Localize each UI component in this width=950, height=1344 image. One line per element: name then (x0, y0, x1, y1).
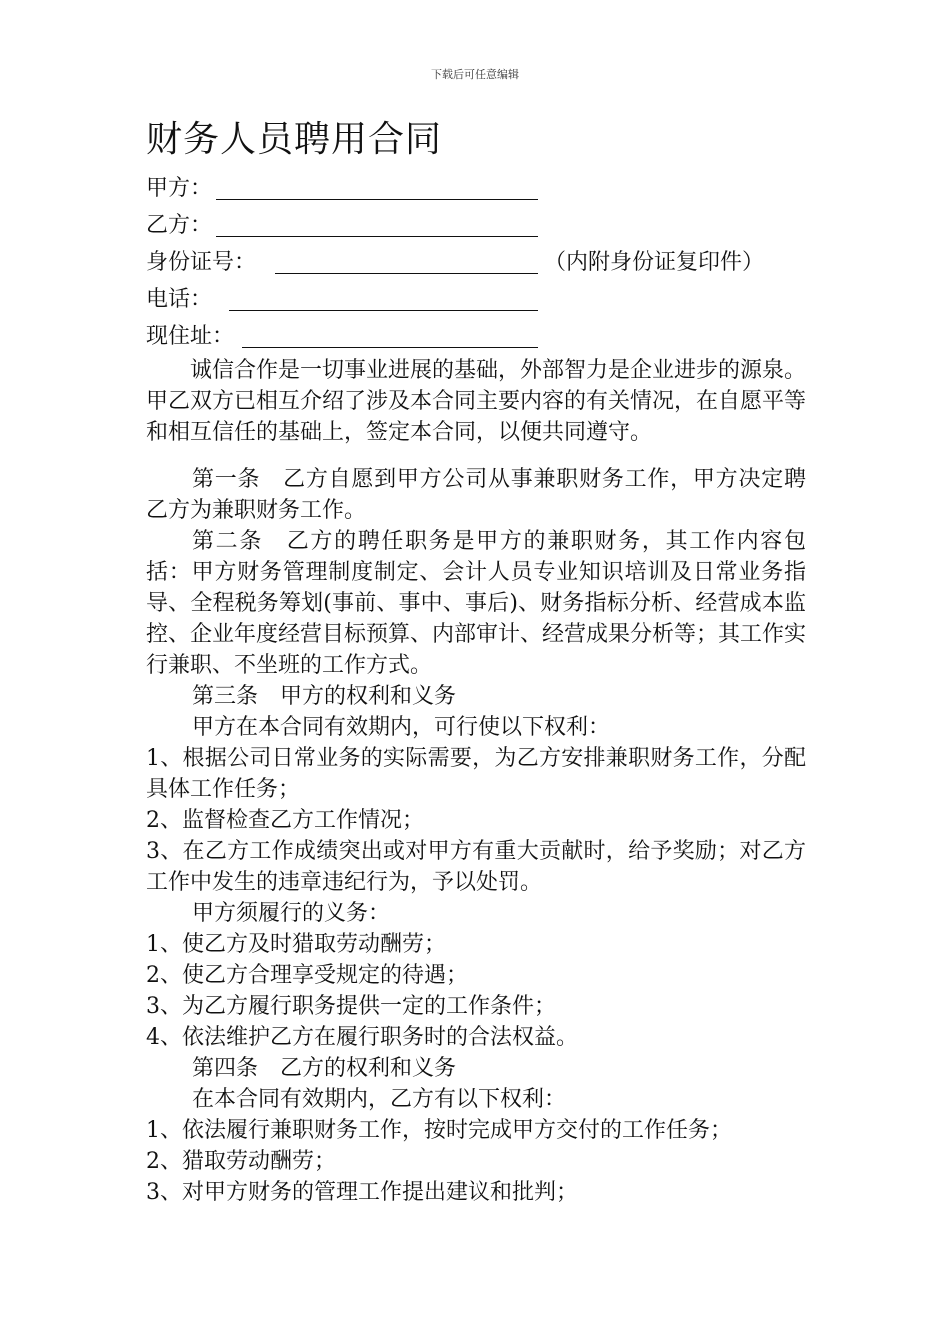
phone-blank-line (229, 310, 538, 311)
party-a-right-item: 2、监督检查乙方工作情况； (146, 808, 424, 833)
party-a-blank-line (216, 199, 538, 200)
id-number-blank-line (275, 273, 538, 274)
phone-label: 电话： (146, 287, 213, 312)
section-gap (146, 448, 806, 464)
party-b-label: 乙方： (146, 213, 213, 238)
contract-title: 财务人员聘用合同 (146, 119, 443, 160)
article-4-heading: 第四条 乙方的权利和义务 (192, 1056, 457, 1081)
party-b-right-item: 1、依法履行兼职财务工作，按时完成甲方交付的工作任务； (146, 1118, 732, 1143)
party-a-rights-intro: 甲方在本合同有效期内，可行使以下权利： (192, 715, 611, 740)
article-2: 第二条 乙方的聘任职务是甲方的兼职财务，其工作内容包括：甲方财务管理制度制定、会计人员专业知识培训及日常业务指导、全程税务筹划(事前、事中、事后)、财务指标分析、经营成本监控、企业年度经营目标预算、内部审计、经营成果分析等；其工作实行兼职、不坐班的工作方式。 (146, 529, 807, 678)
phone-field (146, 281, 806, 318)
page-header: 下载后可任意编辑 (431, 68, 519, 81)
address-label: 现住址： (146, 324, 235, 349)
party-a-duties-intro: 甲方须履行的义务： (192, 901, 391, 926)
id-copy-note: （内附身份证复印件） (544, 250, 765, 275)
id-number-field (146, 244, 806, 281)
address-blank-line (242, 347, 538, 348)
party-a-duty-item: 4、依法维护乙方在履行职务时的合法权益。 (146, 1025, 578, 1050)
party-a-label: 甲方： (146, 176, 213, 201)
article-1: 第一条 乙方自愿到甲方公司从事兼职财务工作，甲方决定聘乙方为兼职财务工作。 (146, 467, 806, 523)
contract-page (146, 110, 806, 1208)
address-field (146, 318, 806, 355)
party-b-right-item: 2、猎取劳动酬劳； (146, 1149, 336, 1174)
party-a-right-item: 1、根据公司日常业务的实际需要，为乙方安排兼职财务工作，分配具体工作任务； (146, 746, 806, 802)
party-b-rights-intro: 在本合同有效期内，乙方有以下权利： (192, 1087, 567, 1112)
party-a-duty-item: 3、为乙方履行职务提供一定的工作条件； (146, 994, 556, 1019)
party-a-duty-item: 1、使乙方及时猎取劳动酬劳； (146, 932, 446, 957)
id-number-label: 身份证号： (146, 250, 257, 275)
intro-paragraph: 诚信合作是一切事业进展的基础，外部智力是企业进步的源泉。甲乙双方已相互介绍了涉及本合同主要内容的有关情况，在自愿平等和相互信任的基础上，签定本合同，以便共同遵守。 (146, 358, 807, 445)
party-b-blank-line (216, 236, 538, 237)
party-b-field (146, 207, 806, 244)
party-a-right-item: 3、在乙方工作成绩突出或对甲方有重大贡献时，给予奖励；对乙方工作中发生的违章违纪行为，予以处罚。 (146, 839, 806, 895)
party-a-duty-item: 2、使乙方合理享受规定的待遇； (146, 963, 468, 988)
party-b-right-item: 3、对甲方财务的管理工作提出建议和批判； (146, 1180, 578, 1205)
article-3-heading: 第三条 甲方的权利和义务 (192, 684, 457, 709)
party-a-field (146, 170, 806, 207)
